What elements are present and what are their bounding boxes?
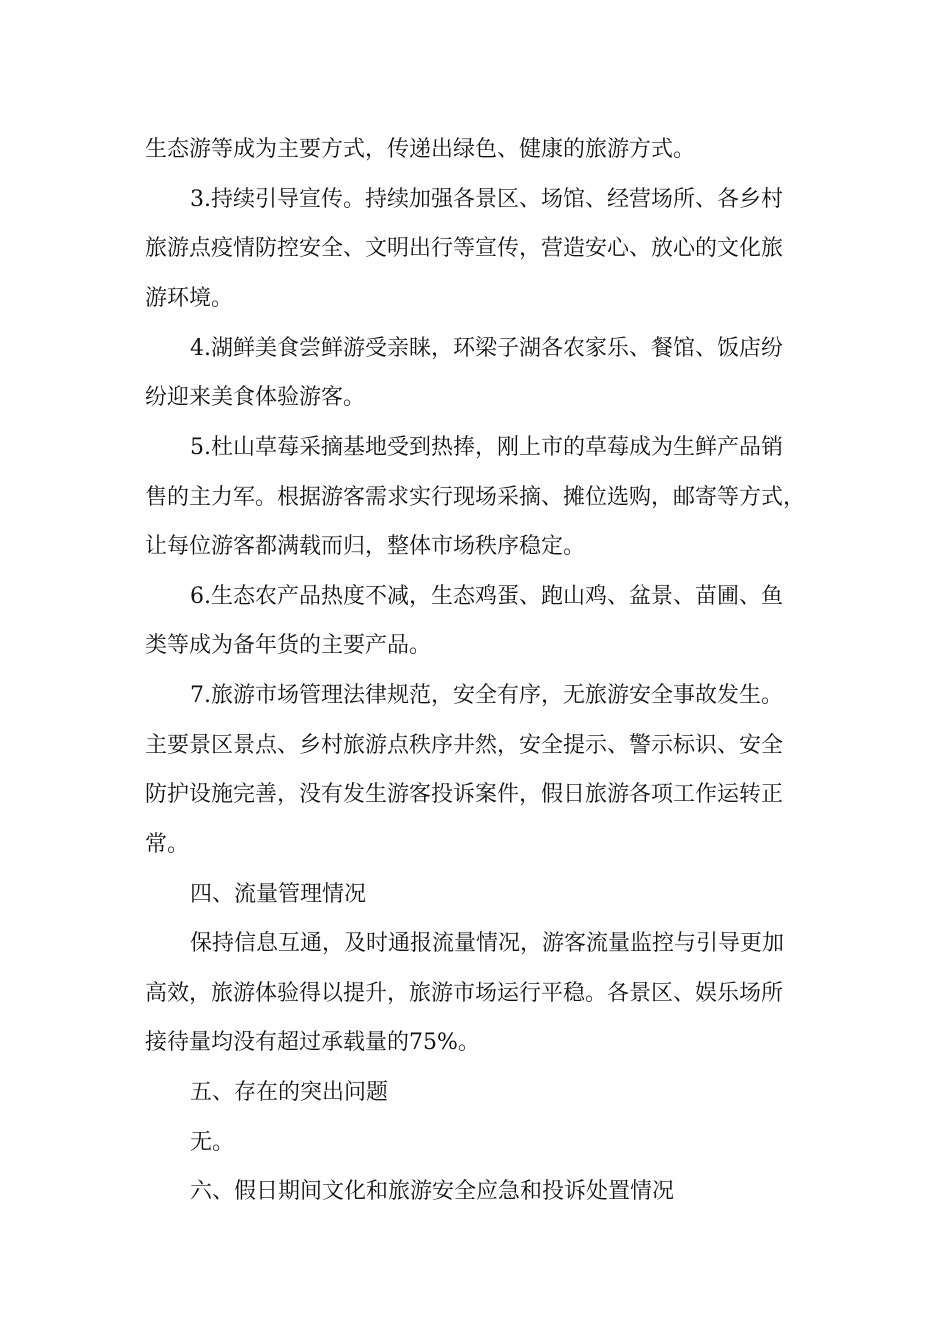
text-line-18: 高效，旅游体验得以提升，旅游市场运行平稳。各景区、娱乐场所	[145, 981, 784, 1006]
text-line-19: 接待量均没有超过承载量的75%。	[145, 1030, 480, 1055]
text-line-1: 生态游等成为主要方式，传递出绿色、健康的旅游方式。	[145, 137, 696, 162]
section-heading-5: 五、存在的突出问题	[190, 1080, 389, 1105]
text-line-5: 4.湖鲜美食尝鲜游受亲睐，环梁子湖各农家乐、餐馆、饭店纷	[190, 336, 783, 361]
text-line-4: 游环境。	[145, 286, 234, 311]
text-line-17: 保持信息互通，及时通报流量情况，游客流量监控与引导更加	[190, 931, 785, 956]
section-heading-4: 四、流量管理情况	[190, 882, 367, 907]
text-line-14: 防护设施完善，没有发生游客投诉案件，假日旅游各项工作运转正	[145, 782, 784, 807]
text-line-9: 让每位游客都满载而归，整体市场秩序稳定。	[145, 534, 586, 559]
text-line-12: 7.旅游市场管理法律规范，安全有序，无旅游安全事故发生。	[190, 683, 783, 708]
text-line-3: 旅游点疫情防控安全、文明出行等宣传，营造安心、放心的文化旅	[145, 236, 784, 261]
text-line-11: 类等成为备年货的主要产品。	[145, 633, 432, 658]
text-line-13: 主要景区景点、乡村旅游点秩序井然，安全提示、警示标识、安全	[145, 733, 784, 758]
text-line-2: 3.持续引导宣传。持续加强各景区、场馆、经营场所、各乡村	[190, 187, 783, 212]
text-line-6: 纷迎来美食体验游客。	[145, 385, 366, 410]
text-line-21: 无。	[190, 1130, 235, 1155]
text-line-10: 6.生态农产品热度不减，生态鸡蛋、跑山鸡、盆景、苗圃、鱼	[190, 584, 783, 609]
section-heading-6: 六、假日期间文化和旅游安全应急和投诉处置情况	[190, 1179, 675, 1204]
text-line-8: 售的主力军。根据游客需求实行现场采摘、摊位选购，邮寄等方式，	[145, 485, 806, 510]
text-line-7: 5.杜山草莓采摘基地受到热捧，刚上市的草莓成为生鲜产品销	[190, 435, 783, 460]
text-line-15: 常。	[145, 832, 190, 857]
